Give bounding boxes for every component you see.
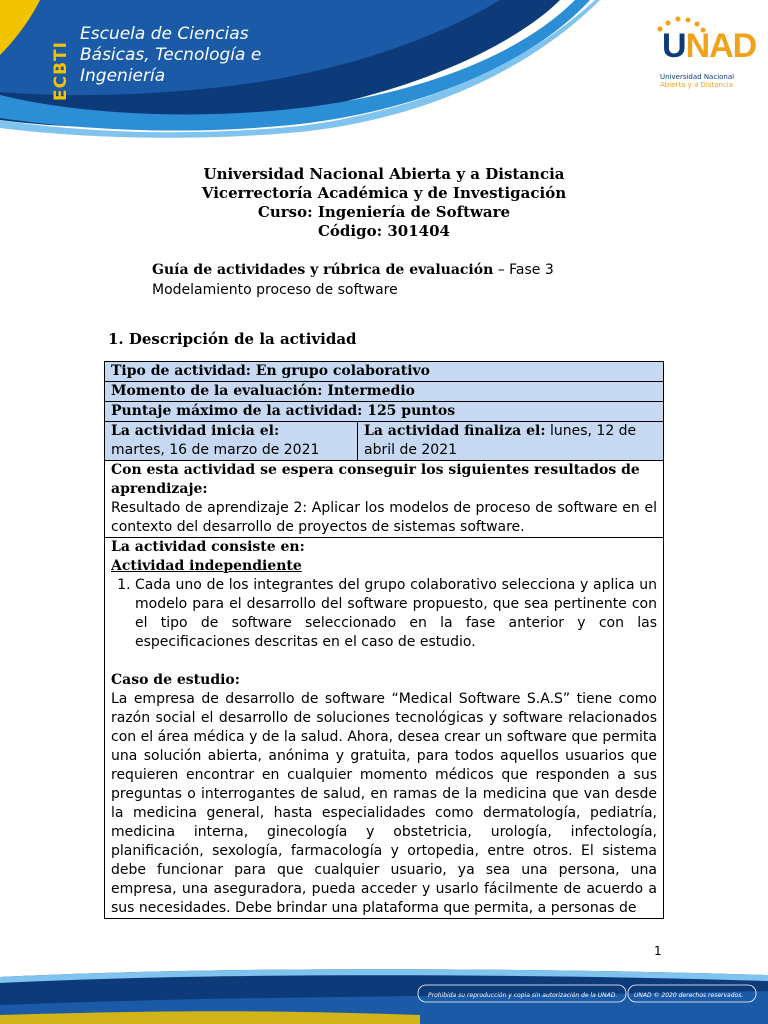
guide-title-bold: Guía de actividades y rúbrica de evaluación [152,262,494,278]
school-name [80,24,261,87]
list-item: 1. Cada uno de los integrantes del grupo colaborativo selecciona y aplica un modelo para el desarrollo del software propuesto, que sea pertinente con el tipo de software seleccionado en la fase anterior y con las especificaciones descritas en el caso de estudio. [135,576,657,652]
learning-results-heading: Con esta actividad se espera conseguir los siguientes resultados de aprendizaje: [111,462,640,497]
table-row [105,382,664,402]
copy-notice: Prohibida su reproducción y copia sin autorización de la UNAD. [428,992,618,999]
table-row [105,362,664,382]
footer-banner [0,965,768,1024]
table-row [105,422,664,461]
activity-list [111,576,657,652]
title-line: Vicerrectoría Académica y de Investigación [201,184,567,202]
activity-type-cell: Tipo de actividad: En grupo colaborativo [105,362,664,382]
ecbti-text: ECBTI [51,41,71,101]
header-banner [0,0,768,140]
title-line: Curso: Ingeniería de Software [257,203,511,221]
activity-table [104,361,664,919]
independent-activity-heading: Actividad independiente [111,558,302,574]
unad-logo [650,15,755,95]
title-line: Código: 301404 [317,222,450,240]
guide-subtitle: Modelamiento proceso de software [152,282,398,298]
guide-heading [152,260,554,300]
start-date-label: La actividad inicia el: [111,423,280,439]
page-number: 1 [654,944,662,958]
logo-subtitle: Universidad Nacional Abierta y a Distancia [660,73,735,89]
learning-results-cell [105,461,664,538]
school-line: Ingeniería [80,66,166,86]
end-date-value: lunes, 12 de abril de 2021 [364,423,637,458]
table-row [105,461,664,538]
rights-notice: UNAD © 2020 derechos reservados. [634,992,744,999]
learning-results-text: Resultado de aprendizaje 2: Aplicar los modelos de proceso de software en el contexto del desarrollo de proyectos de sistemas software. [111,500,657,535]
evaluation-moment-cell: Momento de la evaluación: Intermedio [105,382,664,402]
ecbti-badge [50,16,72,104]
case-study-text: La empresa de desarrollo de software “Medical Software S.A.S” tiene como razón social el desarrollo de soluciones tecnológicas y software relacionados con el área médica y de la salud. Ahora, desea crear un software que permita una solución abierta, anónima y gratuita, para todos aquellos usuarios que requieren encontrar en cualquier momento médicos que responden a sus preguntas o interrogantes de salud, en ramas de la medicina que van desde la medicina general, hasta especialidades como dermatología, pediatría, medicina interna, ginecología y obstetricia, urología, infectología, planificación, sexología, farmacología y ortopedia, entre otros. El sistema debe funcionar para que cualquier usuario, ya sea una persona, una empresa, una aseguradora, pueda acceder y usarlo fácilmente de acuerdo a sus necesidades. Debe brindar una plataforma que permita, a personas de [111,691,657,916]
title-line: Universidad Nacional Abierta y a Distancia [203,165,565,183]
start-date-cell [105,422,358,461]
case-study-heading: Caso de estudio: [111,672,240,688]
school-line: Escuela de Ciencias [80,24,249,44]
table-row [105,538,664,919]
school-line: Básicas, Tecnología e [80,45,262,65]
table-row [105,402,664,422]
end-date-cell [358,422,664,461]
section-heading: 1. Descripción de la actividad [108,330,357,348]
document-title-block [0,165,768,241]
guide-phase: – Fase 3 [493,262,554,278]
max-score-cell: Puntaje máximo de la actividad: 125 puntos [105,402,664,422]
consists-heading: La actividad consiste en: [111,539,305,555]
end-date-label: La actividad finaliza el: [364,423,546,439]
logo-wordmark: UNAD [662,27,757,65]
start-date-value: martes, 16 de marzo de 2021 [111,442,320,458]
activity-description-cell [105,538,664,919]
